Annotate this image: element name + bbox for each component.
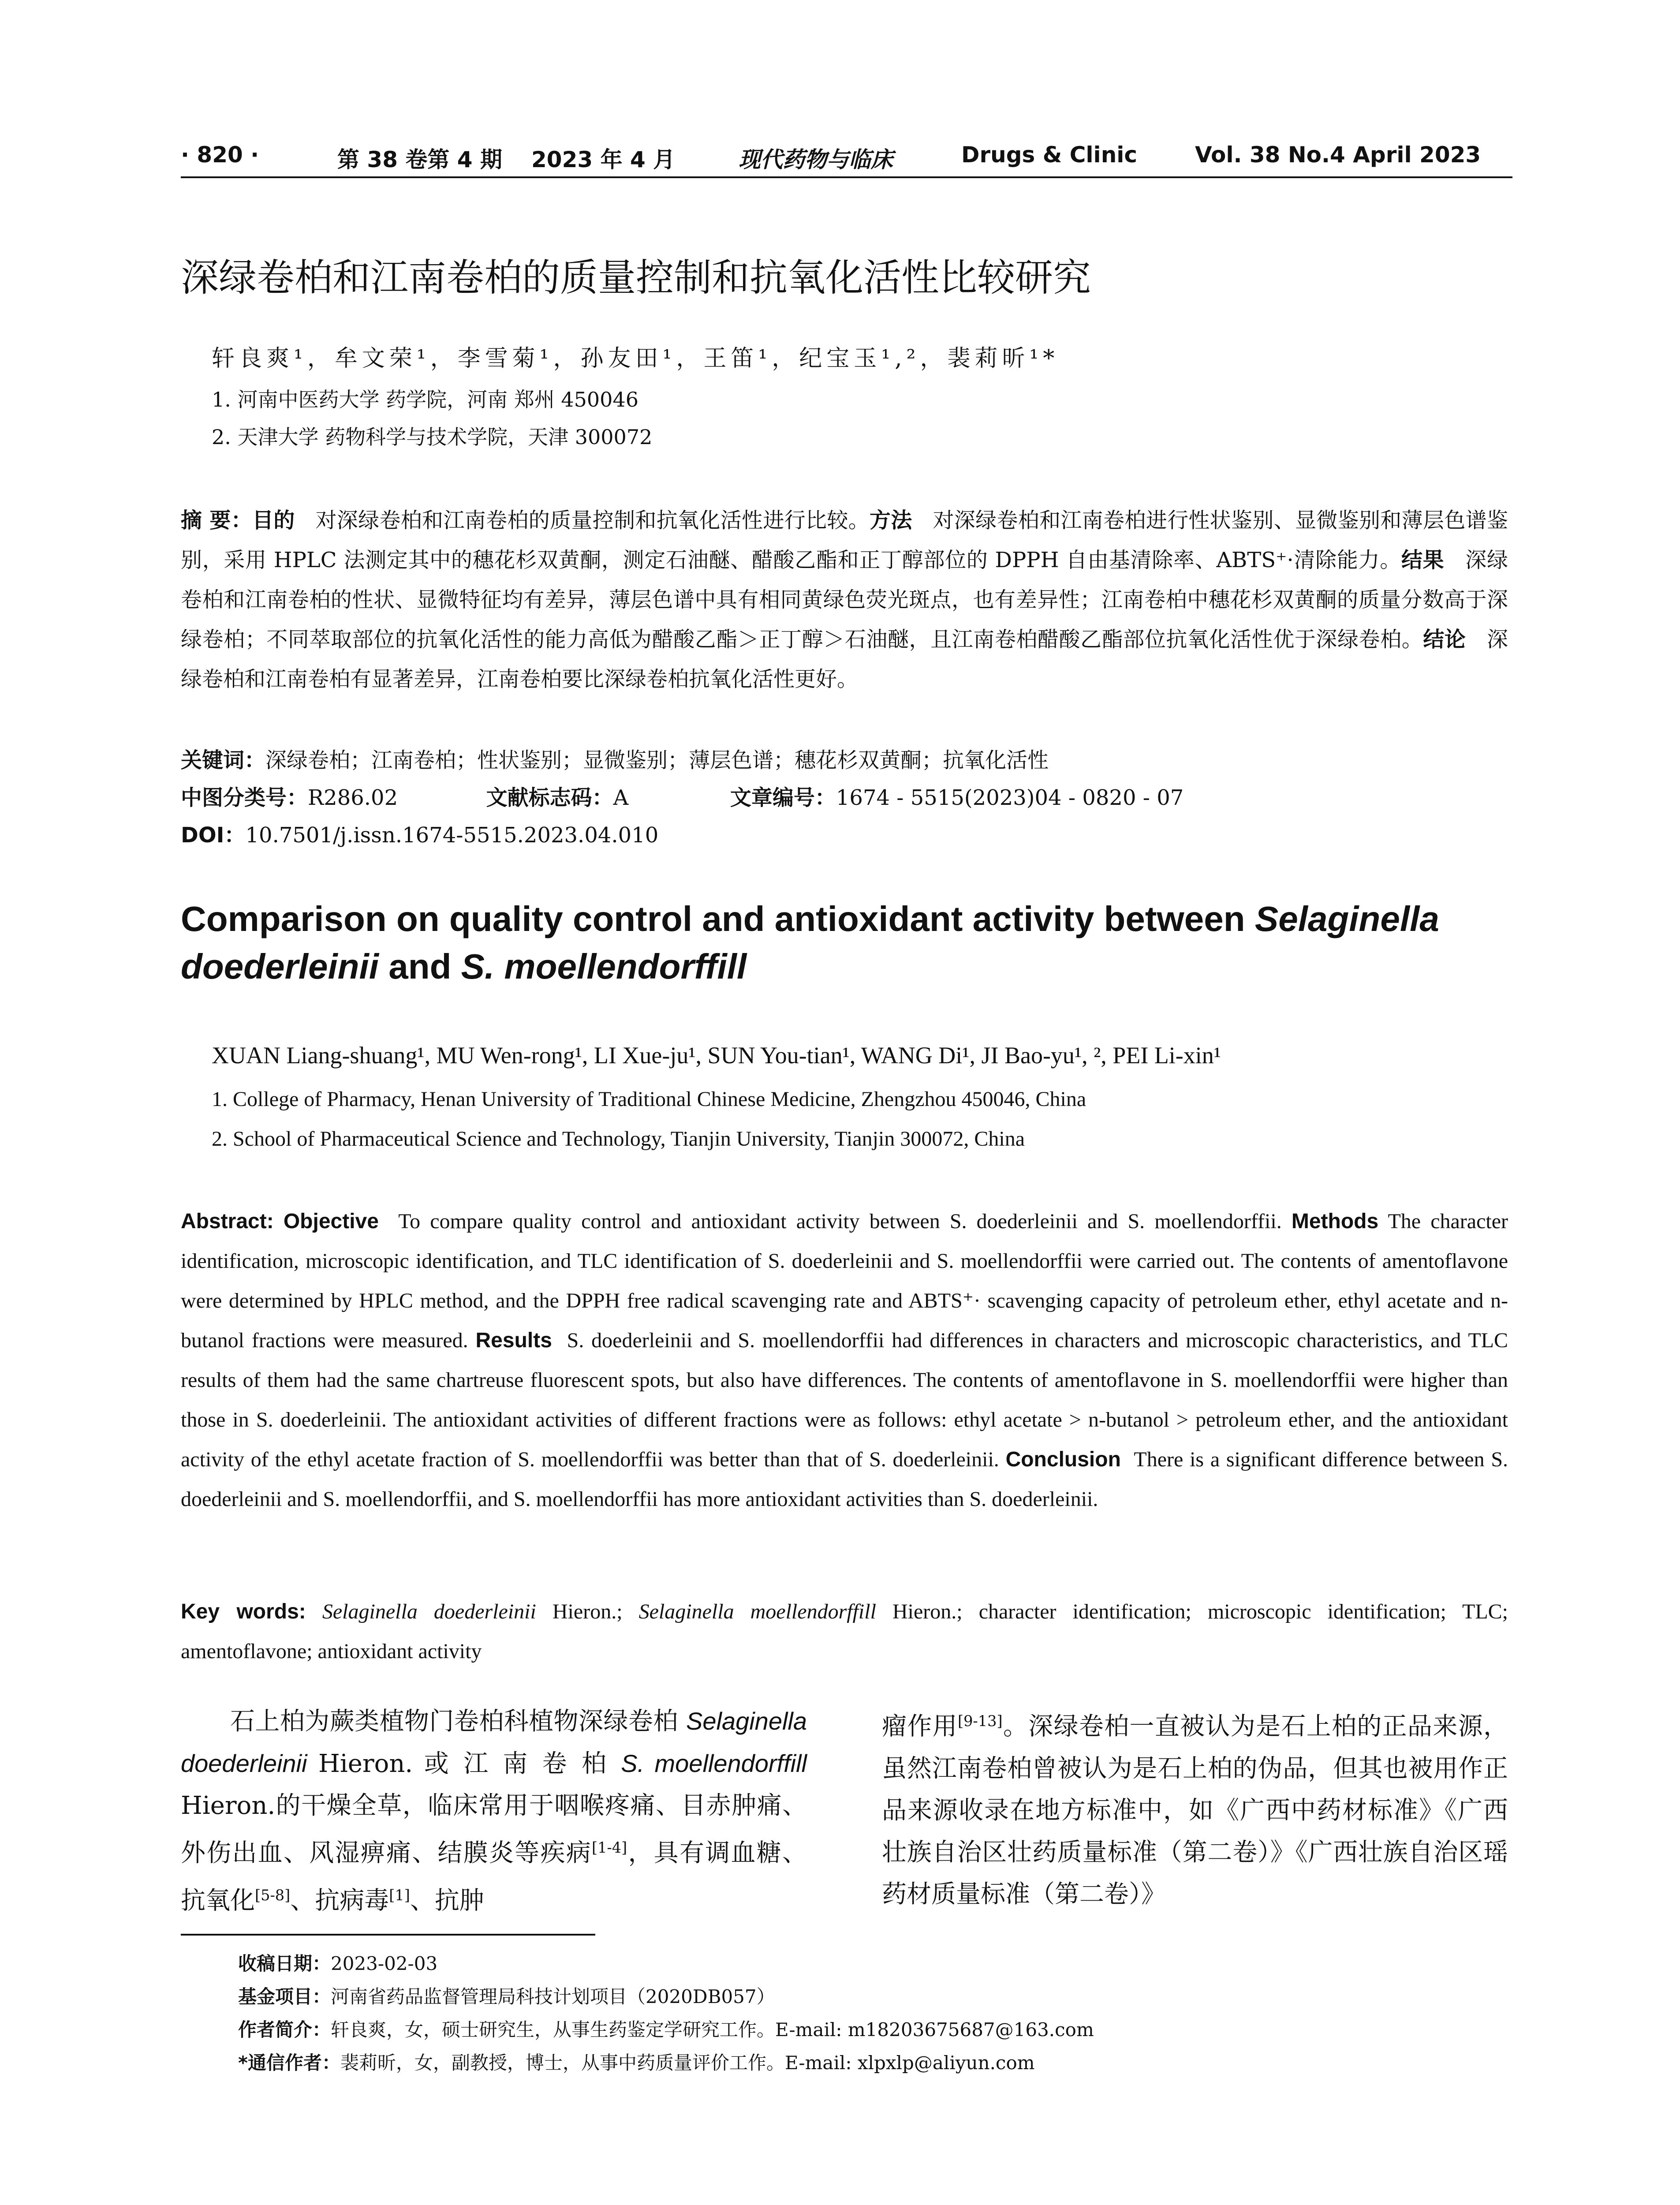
footnote-label: 收稿日期： bbox=[238, 1953, 331, 1974]
clc-value: R286.02 bbox=[308, 785, 398, 810]
body-text: Hieron.的干燥全草，临床常用于咽喉疼痛、目赤肿痛、外伤出血、风湿痹痛、结膜炎等疾病 bbox=[181, 1791, 807, 1868]
body-text: 。深绿卷柏一直被认为是石上柏的正品来源，虽然江南卷柏曾被认为是石上柏的伪品，但其也被用作正品来源收录在地方标准中，如《广西中药材标准》《广西壮族自治区壮药质量标准（第二卷）》《广西壮族自治区瑶药材质量标准（第二卷）》 bbox=[882, 1712, 1508, 1909]
results-cn: 深绿卷柏和江南卷柏的性状、显微特征均有差异，薄层色谱中具有相同黄绿色荧光斑点，也有差异性；江南卷柏中穗花杉双黄酮的质量分数高于深绿卷柏；不同萃取部位的抗氧化活性的能力高低为醋酸乙酯＞正丁醇＞石油醚，且江南卷柏醋酸乙酯部位抗氧化活性优于深绿卷柏。 bbox=[181, 548, 1508, 652]
citation[interactable]: [1-4] bbox=[591, 1839, 627, 1856]
body-column-right bbox=[882, 1700, 1508, 1915]
keywords-cn bbox=[181, 743, 1049, 774]
keywords-label-cn: 关键词： bbox=[181, 748, 266, 773]
clc-label: 中图分类号： bbox=[181, 785, 308, 810]
conclusion-cn: 深绿卷柏和江南卷柏有显著差异，江南卷柏要比深绿卷柏抗氧化活性更好。 bbox=[181, 627, 1508, 691]
title-en-species-1: Selaginella doederleinii bbox=[181, 899, 1439, 986]
journal-name-en: Drugs & Clinic bbox=[961, 142, 1138, 168]
methods-cn: 对深绿卷柏和江南卷柏进行性状鉴别、显微鉴别和薄层色谱鉴别，采用 HPLC 法测定其中的穗花杉双黄酮，测定石油醚、醋酸乙酯和正丁醇部位的 DPPH 自由基清除率、ABTS⁺·清除能力。 bbox=[181, 508, 1508, 572]
articleno-value: 1674 - 5515(2023)04 - 0820 - 07 bbox=[836, 785, 1184, 810]
body-species-2: S. moellendorffill bbox=[621, 1749, 807, 1777]
journal-name-cn: 现代药物与临床 bbox=[739, 146, 893, 172]
citation[interactable]: [5-8] bbox=[255, 1886, 291, 1904]
methods-en: The character identification, microscopic identification, and TLC identification of S. doederleinii and S. moellendorffii were carried out. The contents of amentoflavone were determined by HPLC method, and the DPPH free radical scavenging rate and ABTS⁺· scavenging capacity of petroleum ether, ethyl acetate and n-butanol fractions were measured. bbox=[181, 1210, 1508, 1352]
conclusion-label-cn: 结论 bbox=[1423, 627, 1466, 652]
doi-row bbox=[181, 818, 658, 848]
footnote-label: 作者简介： bbox=[238, 2019, 331, 2041]
doccode-value: A bbox=[613, 785, 629, 810]
keywords-text-cn: 深绿卷柏；江南卷柏；性状鉴别；显微鉴别；薄层色谱；穗花杉双黄酮；抗氧化活性 bbox=[265, 748, 1049, 773]
conclusion-label-en: Conclusion bbox=[1005, 1448, 1121, 1471]
methods-label-en: Methods bbox=[1291, 1210, 1379, 1233]
affiliation-2-cn: 2. 天津大学 药物科学与技术学院，天津 300072 bbox=[212, 425, 653, 449]
keywords-en-part: Hieron.; character identification; microscopic identification; TLC; amentoflavone; antioxidant activity bbox=[181, 1600, 1508, 1663]
doi-label: DOI： bbox=[181, 823, 246, 848]
results-label-en: Results bbox=[475, 1329, 552, 1352]
citation[interactable]: [1] bbox=[389, 1886, 410, 1904]
article-title-cn: 深绿卷柏和江南卷柏的质量控制和抗氧化活性比较研究 bbox=[181, 256, 1091, 300]
footnote-author bbox=[238, 2015, 1094, 2042]
abstract-en bbox=[181, 1202, 1508, 1519]
footnote-text: 河南省药品监督管理局科技计划项目（2020DB057） bbox=[331, 1986, 775, 2007]
objective-en: To compare quality control and antioxidant activity between S. doederleinii and S. moellendorffii. bbox=[398, 1210, 1282, 1233]
date-cn: 2023 年 4 月 bbox=[531, 147, 676, 172]
body-text: 、抗病毒 bbox=[290, 1886, 389, 1915]
page-number: · 820 · bbox=[181, 142, 259, 168]
title-en-part: Comparison on quality control and antioxidant activity between bbox=[181, 899, 1255, 938]
body-text: ，具有调血糖、抗氧化 bbox=[181, 1839, 807, 1915]
abstract-label-en: Abstract: bbox=[181, 1210, 274, 1233]
affiliation-2-en: 2. School of Pharmaceutical Science and Technology, Tianjin University, Tianjin 300072, China bbox=[212, 1127, 1025, 1151]
conclusion-en: There is a significant difference between S. doederleinii and S. moellendorffii, and S. moellendorffii has more antioxidant activities than S. doederleinii. bbox=[181, 1448, 1508, 1511]
keywords-en-part: Hieron.; bbox=[536, 1600, 639, 1623]
keyword-species-1: Selaginella doederleinii bbox=[322, 1600, 536, 1623]
keywords-label-en: Key words: bbox=[181, 1600, 306, 1623]
footnote-label: 基金项目： bbox=[238, 1986, 331, 2007]
body-species-1: Selaginella doederleinii bbox=[181, 1707, 807, 1777]
body-text: 瘤作用 bbox=[882, 1712, 958, 1741]
header-rule bbox=[181, 176, 1512, 178]
footnote-received bbox=[238, 1949, 437, 1976]
body-text: Hieron. 或 江 南 卷 柏 bbox=[307, 1749, 621, 1778]
running-header bbox=[181, 142, 1508, 173]
results-en: S. doederleinii and S. moellendorffii had differences in characters and microscopic characteristics, and TLC results of them had the same chartreuse fluorescent spots, but also have differences. The contents of amentoflavone in S. moellendorffii were higher than those in S. doederleinii. The antioxidant activities of different fractions were as follows: ethyl acetate > n-butanol > petroleum ether, and the antioxidant activity of the ethyl acetate fraction of S. moellendorffii was better than that of S. doederleinii. bbox=[181, 1329, 1508, 1471]
authors-en: XUAN Liang-shuang¹, MU Wen-rong¹, LI Xue-ju¹, SUN You-tian¹, WANG Di¹, JI Bao-yu¹, ², PEI Li-xin¹ bbox=[212, 1042, 1221, 1069]
body-column-left bbox=[181, 1700, 807, 1921]
affiliation-1-cn: 1. 河南中医药大学 药学院，河南 郑州 450046 bbox=[212, 388, 638, 411]
objective-label-en: Objective bbox=[283, 1210, 379, 1233]
title-en-part: and bbox=[378, 947, 461, 986]
keyword-species-2: Selaginella moellendorffill bbox=[638, 1600, 876, 1623]
abstract-cn bbox=[181, 501, 1508, 699]
citation[interactable]: [9-13] bbox=[957, 1712, 1003, 1730]
footnote-label: *通信作者： bbox=[238, 2052, 340, 2074]
footnote-rule bbox=[181, 1934, 595, 1936]
doi-value: 10.7501/j.issn.1674-5515.2023.04.010 bbox=[245, 823, 659, 848]
classification-row bbox=[181, 781, 1183, 811]
objective-label-cn: 目的 bbox=[252, 508, 295, 533]
footnote-fund bbox=[238, 1982, 775, 2009]
objective-cn: 对深绿卷柏和江南卷柏的质量控制和抗氧化活性进行比较。 bbox=[315, 508, 870, 533]
body-text: 石上柏为蕨类植物门卷柏科植物深绿卷柏 bbox=[230, 1707, 687, 1736]
footnote-corresponding bbox=[238, 2048, 1035, 2075]
body-text: 、抗肿 bbox=[410, 1886, 484, 1915]
article-title-en bbox=[181, 895, 1508, 990]
volume-cn: 第 38 卷第 4 期 bbox=[337, 147, 502, 172]
volume-en: Vol. 38 No.4 April 2023 bbox=[1195, 142, 1481, 168]
doccode-label: 文献标志码： bbox=[486, 785, 613, 810]
title-en-species-2: S. moellendorffill bbox=[461, 947, 747, 986]
methods-label-cn: 方法 bbox=[870, 508, 912, 533]
keywords-en bbox=[181, 1592, 1508, 1671]
footnote-text: 轩良爽，女，硕士研究生，从事生药鉴定学研究工作。E-mail: m18203675687@163.com bbox=[331, 2019, 1094, 2041]
articleno-label: 文章编号： bbox=[730, 785, 836, 810]
results-label-cn: 结果 bbox=[1401, 548, 1445, 572]
affiliation-1-en: 1. College of Pharmacy, Henan University of Traditional Chinese Medicine, Zhengzhou 450046, China bbox=[212, 1088, 1086, 1111]
abstract-label-cn: 摘 要： bbox=[181, 508, 253, 533]
footnote-text: 裴莉昕，女，副教授，博士，从事中药质量评价工作。E-mail: xlpxlp@aliyun.com bbox=[340, 2052, 1035, 2074]
footnote-text: 2023-02-03 bbox=[331, 1953, 438, 1974]
authors-cn: 轩良爽¹，牟文荣¹，李雪菊¹，孙友田¹，王笛¹，纪宝玉¹,²，裴莉昕¹* bbox=[212, 345, 1059, 372]
